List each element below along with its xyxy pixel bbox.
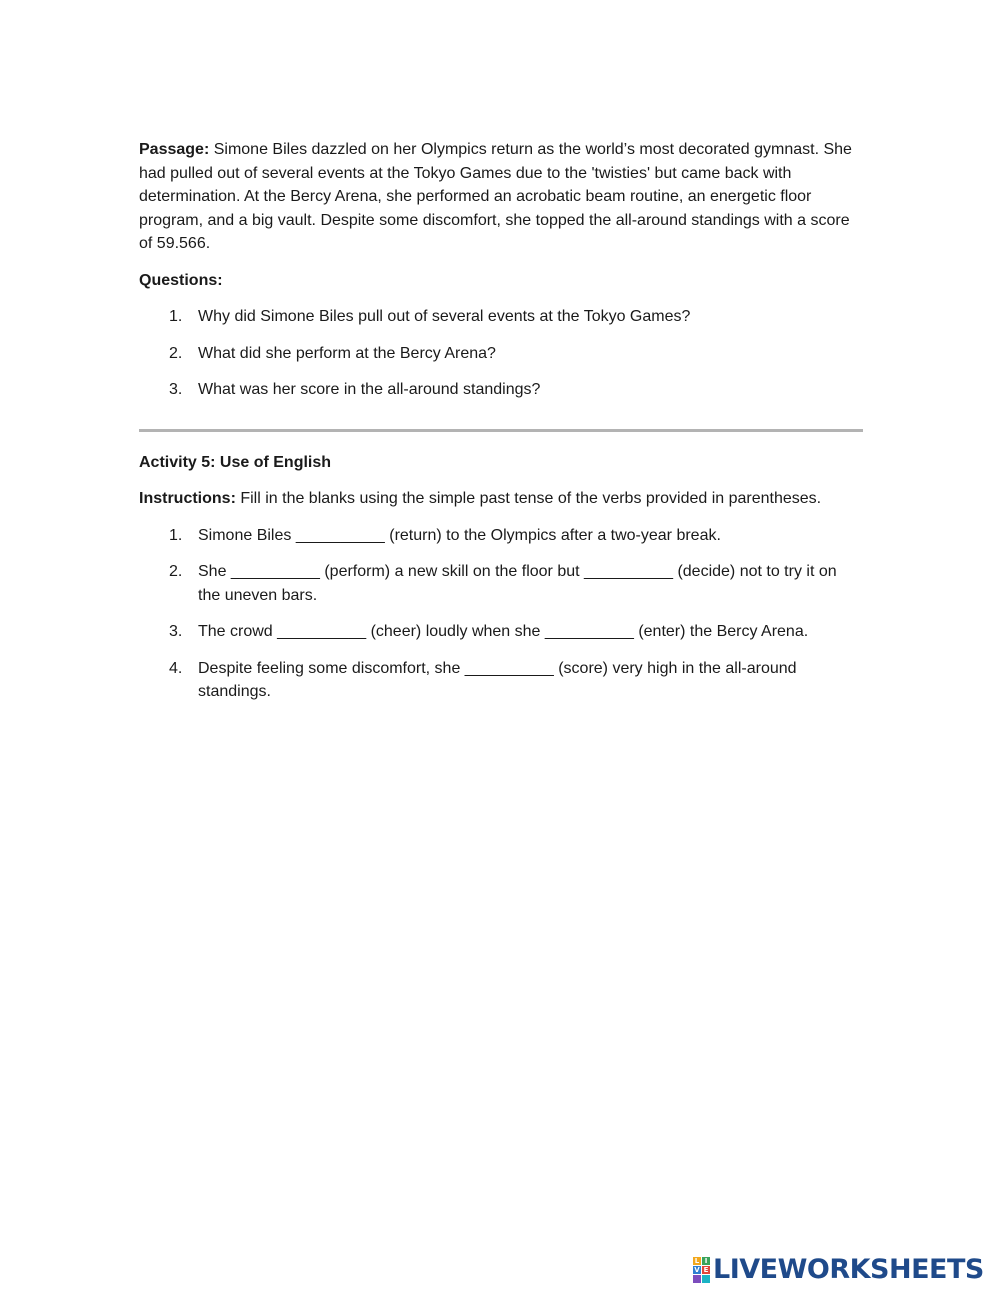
question-text: What was her score in the all-around standings? [198, 381, 541, 398]
question-number: 2. [169, 344, 183, 362]
exercise-number: 2. [169, 563, 183, 580]
exercise-item [139, 657, 863, 704]
logo-mark-cell: V [694, 1266, 700, 1274]
logo-text: LIVEWORKSHEETS [713, 1254, 984, 1285]
logo-mark-icon [693, 1257, 710, 1283]
exercise-number: 4. [169, 659, 183, 677]
exercise-text: She __________ (perform) a new skill on the floor but __________ (decide) not to try it on the uneven bars. [198, 563, 837, 604]
logo-mark-cell: I [702, 1257, 710, 1265]
exercise-number: 3. [169, 623, 183, 640]
question-item [139, 342, 863, 366]
exercise-text: The crowd __________ (cheer) loudly when she __________ (enter) the Bercy Arena. [198, 623, 809, 640]
question-text: What did she perform at the Bercy Arena? [198, 344, 496, 362]
passage-label: Passage: [139, 141, 210, 158]
exercise-number: 1. [169, 526, 183, 544]
passage-paragraph [139, 138, 863, 256]
exercise-text: Simone Biles __________ (return) to the Olympics after a two-year break. [198, 526, 721, 544]
logo-mark-cell: E [703, 1266, 709, 1274]
exercise-item [139, 560, 863, 607]
exercise-item [139, 524, 863, 548]
instructions-paragraph [139, 487, 863, 511]
question-number: 1. [169, 308, 183, 325]
question-text: Why did Simone Biles pull out of several events at the Tokyo Games? [198, 308, 691, 325]
questions-heading: Questions: [139, 271, 223, 289]
instructions-text: Fill in the blanks using the simple past tense of the verbs provided in parentheses. [235, 490, 822, 507]
logo-mark-cell [702, 1275, 710, 1283]
worksheet-page [139, 138, 863, 717]
liveworksheets-logo [693, 1255, 984, 1285]
question-item [139, 305, 863, 329]
passage-text: Simone Biles dazzled on her Olympics return as the world’s most decorated gymnast. She had pulled out of several events at the Tokyo Games due to the 'twisties' but came back with determination. At the Bercy Arena, she performed an acrobatic beam routine, an energetic floor program, and a big vault. Despite some discomfort, she topped the all-around standings with a score of 59.566. [139, 141, 852, 252]
instructions-label: Instructions: [139, 490, 236, 507]
logo-mark-cell: L [694, 1257, 700, 1265]
question-item [139, 378, 863, 402]
question-number: 3. [169, 381, 183, 398]
activity-title: Activity 5: Use of English [139, 453, 332, 471]
exercise-list [139, 524, 863, 704]
exercise-item [139, 620, 863, 644]
logo-mark-cell [693, 1275, 701, 1283]
exercise-text: Despite feeling some discomfort, she __________ (score) very high in the all-around standings. [198, 659, 797, 700]
questions-list [139, 305, 863, 402]
section-divider [139, 429, 863, 432]
